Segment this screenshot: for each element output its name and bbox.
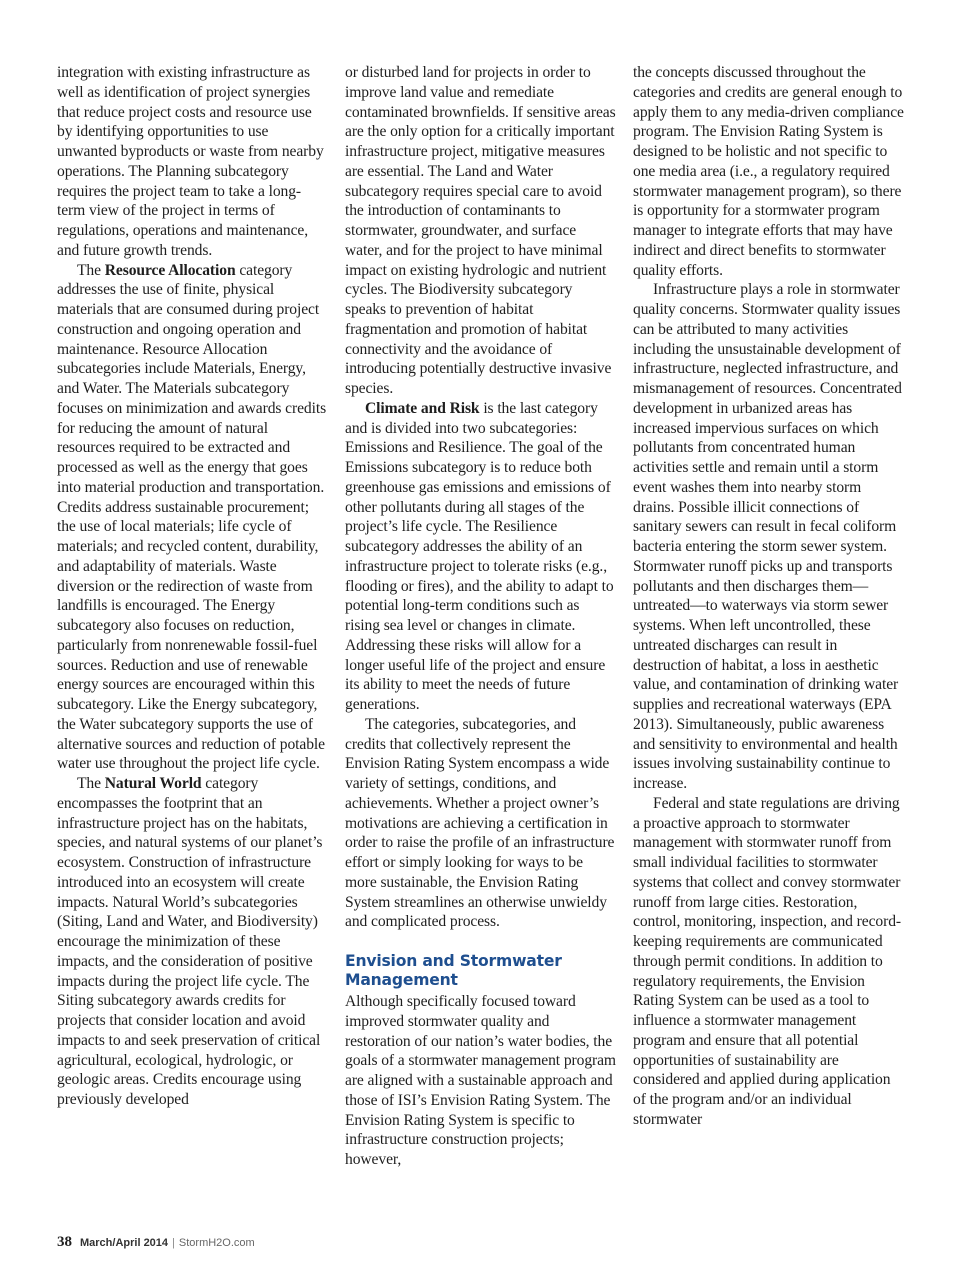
paragraph: integration with existing infrastructure as well as identification of project synergies that reduce project costs and resource use by identifying opportunities to use unwanted byproducts or waste from nearby operations. The Planning subcategory requires the project team to take a long-term view of the project in terms of regulations, operations and maintenance, and future growth trends. bbox=[57, 64, 324, 259]
page-number: 38 bbox=[57, 1234, 72, 1250]
paragraph: or disturbed land for projects in order to improve land value and remediate contaminated brownfields. If sensitive areas are the only option for a critically important infrastructure project, mitigative measures are essential. The Land and Water subcategory requires special care to avoid the introduction of contaminants to stormwater, groundwater, and surface water, and for the project to have minimal impact on existing hydrologic and nutrient cycles. The Biodiversity subcategory speaks to prevention of habitat fragmentation and promotion of habitat connectivity and the avoidance of introducing potentially destructive invasive species. bbox=[345, 64, 616, 397]
term-resource-allocation: Resource Allocation bbox=[104, 261, 236, 279]
issue-date: March/April 2014 bbox=[80, 1237, 169, 1249]
lead-in: The bbox=[77, 261, 105, 279]
paragraph-natural-world bbox=[57, 774, 329, 1110]
paragraph-body: is the last category and is divided into two subcategories: Emissions and Resilience. The goal of the Emissions subcategory is to reduce both greenhouse gas emissions and emissions of other pollutants during all stages of the project’s life cycle. The Resilience subcategory addresses the ability of an infrastructure project to tolerate risks (e.g., flooding or fires), and the ability to adapt to potential long-term conditions such as rising sea level or changes in climate. Addressing these risks will allow for a longer useful life of the project and ensure its ability to meet the needs of future generations. bbox=[345, 399, 614, 713]
term-natural-world: Natural World bbox=[104, 775, 202, 792]
paragraph: Federal and state regulations are driving a proactive approach to stormwater management with stormwater runoff from small individual facilities to stormwater systems that collect and convey stormwater runoff from large cities. Restoration, control, monitoring, inspection, and record-keeping requirements are communicated through permit conditions. In addition to regulatory requirements, the Envision Rating System can be used as a tool to influence a stormwater management program and ensure that all potential opportunities of sustainability are considered and applied during application of the program and/or an individual stormwater bbox=[633, 794, 901, 1128]
page-footer bbox=[57, 1234, 255, 1251]
footer-separator: | bbox=[172, 1237, 175, 1249]
paragraph: Although specifically focused toward improved stormwater quality and restoration of our nation’s water bodies, the goals of a stormwater management program are aligned with a sustainable approach and those of ISI’s Envision Rating System. The Envision Rating System is specific to infrastructure construction projects; however, bbox=[345, 993, 616, 1168]
column-2 bbox=[345, 63, 617, 1170]
section-heading: Envision and Stormwater Management bbox=[345, 952, 562, 989]
paragraph: The categories, subcategories, and credits that collectively represent the Envision Rating System encompass a wide variety of settings, conditions, and achievements. Whether a project owner’s motivations are achieving a certification in order to raise the profile of an infrastructure effort or simply looking for ways to be more sustainable, the Envision Rating System streamlines an otherwise unwieldy and complicated process. bbox=[345, 715, 615, 931]
column-3 bbox=[633, 63, 905, 1130]
paragraph: the concepts discussed throughout the categories and credits are general enough to apply them to any media-driven compliance program. The Envision Rating System is designed to be holistic and not specific to one media area (i.e., a regulatory required stormwater management program), so there is opportunity for a stormwater program manager to integrate efforts that may have indirect and direct benefits to stormwater quality efforts. bbox=[633, 64, 904, 279]
term-climate-risk: Climate and Risk bbox=[365, 399, 480, 417]
paragraph-body: category addresses the use of finite, physical materials that are consumed during project construction and ongoing operation and maintenance. Resource Allocation subcategories include Materials, Energy, and Water. The Materials subcategory focuses on minimization and awards credits for reducing the amount of natural resources required to be extracted and processed as well as the energy that goes into material production and transportation. Credits address sustainable procurement; the use of local materials; life cycle of materials; and recycled content, durability, and adaptability of materials. Waste diversion or the redirection of waste from landfills is encouraged. The Energy subcategory also focuses on reduction, particularly from nonrenewable fossil-fuel sources. Reduction and use of renewable energy sources are encouraged within this subcategory. Like the Energy subcategory, the Water subcategory supports the use of alternative sources and reduction of potable water use throughout the project life cycle. bbox=[57, 261, 327, 773]
site-name: StormH2O.com bbox=[178, 1237, 255, 1249]
paragraph: Infrastructure plays a role in stormwater quality concerns. Stormwater quality issues can be attributed to many activities including the unsustainable development of infrastructure, neglected infrastructure, and mismanagement of resources. Concentrated development in urbanized areas has increased impervious surfaces on which pollutants from concentrated human activities settle and remain until a storm event washes them into nearby storm drains. Possible illicit connections of sanitary sewers can result in fecal coliform bacteria entering the storm sewer system. Stormwater runoff picks up and transports pollutants and then discharges them—untreated—to waterways via storm sewer systems. When left uncontrolled, these untreated discharges can result in destruction of habitat, a loss in aesthetic value, and contamination of drinking water supplies and recreational waterways (EPA 2013). Simultaneously, public awareness and sensitivity to environmental and health issues involving sustainability continue to increase. bbox=[633, 281, 902, 792]
lead-in: The bbox=[77, 775, 105, 792]
column-1 bbox=[57, 63, 329, 1110]
paragraph-body: category encompasses the footprint that an infrastructure project has on the habitats, species, and natural systems of our planet’s ecosystem. Construction of infrastructure introduced into an ecosystem will create impacts. Natural World’s subcategories (Siting, Land and Water, and Biodiversity) encourage the minimization of these impacts, and the consideration of positive impacts during the project life cycle. The Siting subcategory awards credits for projects that consider location and avoid impacts to and seek preservation of critical agricultural, ecological, hydrologic, or geologic areas. Credits encourage using previously developed bbox=[57, 775, 323, 1108]
paragraph-resource-allocation bbox=[57, 261, 329, 775]
paragraph-climate-risk bbox=[345, 399, 617, 715]
